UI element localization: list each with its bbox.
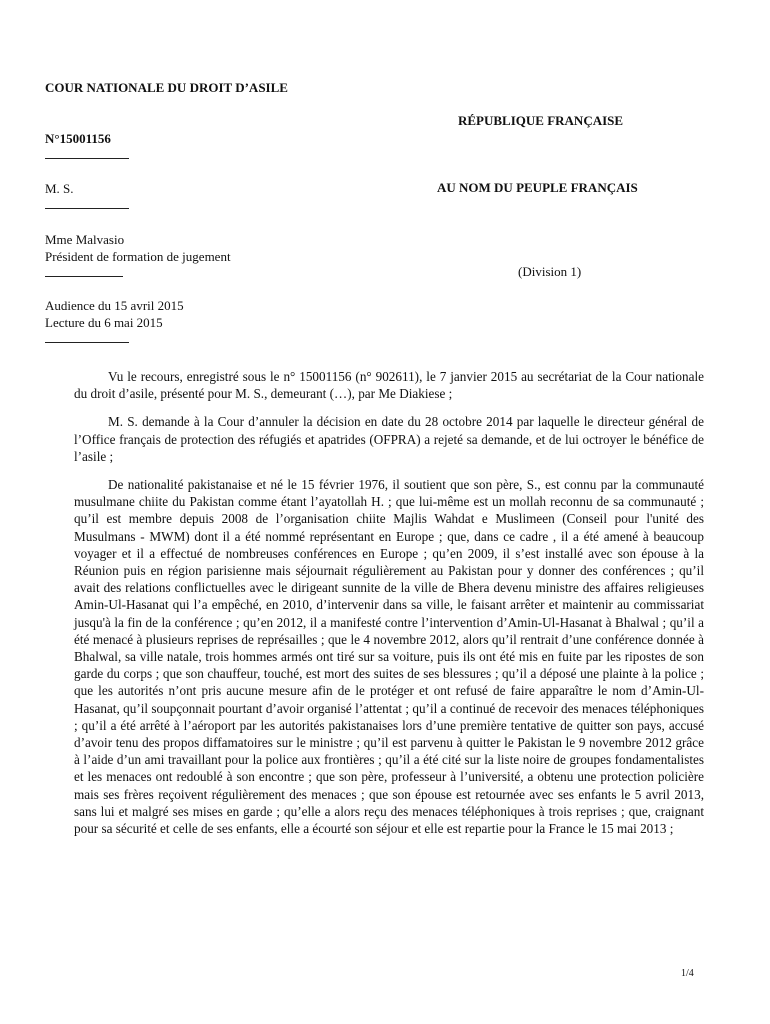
- reading-date: Lecture du 6 mai 2015: [45, 315, 163, 330]
- paragraph-moyens: De nationalité pakistanaise et né le 15 février 1976, il soutient que son père, S., est connu par la communauté musulmane chiite du Pakistan comme étant l’ayatollah H. ; que lui-même est un mollah reconnu de sa communauté ; qu’il est membre depuis 2008 de l’organisation chiite Majlis Wahdat e Muslimeen (Conseil pour l'unité des Musulmans - MWM) dont il a été nommé représentant en Europe ; que, dans ce cadre , il a été amené à beaucoup voyager et il a effectué de nombreuses conférences en Europe ; qu’en 2009, il s’est installé avec son épouse à la Réunion puis en région parisienne mais séjournait régulièrement au Pakistan pour y donner des conférences ; qu’il avait des relations conflictuelles avec le dirigeant sunnite de la ville de Bhera devenu ministre des affaires religieuses Amin-Ul-Hasanat qui l’a empêché, en 2010, d’intervenir dans sa ville, le faisant arrêter et maintenir au commissariat jusqu'à la fin de la conférence ; qu’en 2012, il a manifesté contre l’intervention d’Amin-Ul-Hasanat à Bhalwal ; qu’il a été menacé à plusieurs reprises de représailles ; que le 4 novembre 2012, alors qu’il rentrait d’une conférence donnée à Bhalwal, sa ville natale, trois hommes armés ont tiré sur sa voiture, puis ils ont été mis en fuite par les ripostes de son garde du corps ; que son chauffeur, touché, est mort des suites de ses blessures ; qu’il a déposé une plainte à la police ; que les autorités n’ont pris aucune mesure afin de le protéger et ont refusé de faire apparaître le nom d’Amin-Ul-Hasanat, qu’il soupçonnait pourtant d’avoir organisé l’attentat ; qu’il a continué de recevoir des menaces téléphoniques ; qu’il a été arrêté à l’aéroport par les autorités pakistanaises lors d’une première tentative de quitter son pays, accusé d’avoir tenu des propos diffamatoires sur le ministre ; qu’il est parvenu à quitter le Pakistan le 9 novembre 2012 grâce à l’aide d’un ami travaillant pour la police aux frontières ; qu’il a été cité sur la liste noire de groupes fondamentalistes et les menaces ont redoublé à son encontre ; que son père, professeur à l’université, a obtenu une protection policière mais ses frères reçoivent régulièrement des menaces ; que son épouse est retournée avec ses enfants le 5 avril 2013, sans lui et malgré ses mises en garde ; qu’elle a alors reçu des menaces téléphoniques à trois reprises ; que, craignant pour sa sécurité et celle de ses enfants, elle a écourté son séjour et elle est repartie pour la France le 15 mai 2013 ;: [74, 477, 704, 837]
- republic-heading: RÉPUBLIQUE FRANÇAISE: [458, 113, 624, 128]
- separator-rule: [45, 208, 129, 209]
- judge-name: Mme Malvasio: [45, 232, 125, 247]
- separator-rule: [45, 158, 129, 159]
- party-name: M. S.: [45, 181, 74, 196]
- separator-rule: [45, 276, 123, 277]
- division-label: (Division 1): [518, 264, 582, 279]
- paragraph-demande: M. S. demande à la Cour d’annuler la décision en date du 28 octobre 2014 par laquelle le directeur général de l’Office français de protection des réfugiés et apatrides (OFPRA) a rejeté sa demande, et de lui octroyer le bénéfice de l’asile ;: [74, 414, 704, 464]
- separator-rule: [45, 342, 129, 343]
- judge-role: Président de formation de jugement: [45, 249, 231, 264]
- hearing-date: Audience du 15 avril 2015: [45, 298, 184, 313]
- decision-body: [74, 368, 704, 848]
- people-heading: AU NOM DU PEUPLE FRANÇAIS: [437, 180, 638, 195]
- page-number: 1/4: [681, 968, 694, 979]
- paragraph-recours: Vu le recours, enregistré sous le n° 15001156 (n° 902611), le 7 janvier 2015 au secrétariat de la Cour nationale du droit d’asile, présenté pour M. S., demeurant (…), par Me Diakiese ;: [74, 369, 704, 402]
- case-number: N°15001156: [45, 131, 111, 146]
- court-name: COUR NATIONALE DU DROIT D’ASILE: [45, 80, 288, 95]
